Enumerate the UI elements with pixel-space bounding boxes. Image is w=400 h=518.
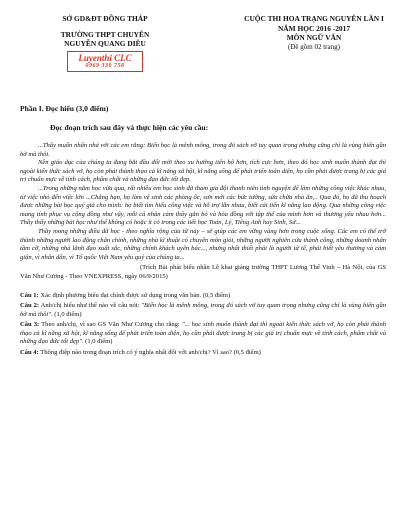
- question-text: Xác định phương biểu đạt chính được sử dụng trong văn bản. (0,5 điểm): [38, 291, 231, 299]
- stamp-phone: 0969 330 758: [85, 62, 125, 69]
- question-label: Câu 4:: [20, 349, 39, 357]
- question-quote: "... học sinh muốn thành đạt thì ngoài kiến thức sách vở, họ còn phải thành thạo cả kĩ năng xã hội, kĩ năng sống để phát triển toàn diện, họ cần phải được trang bị các giá trị chuẩn mực về tính cách, phẩm chất và những đạo đức tốt đẹp": [20, 321, 386, 346]
- reading-instruction: Đọc đoạn trích sau đây và thực hiện các yêu cầu:: [50, 123, 209, 132]
- question-list: [20, 292, 386, 358]
- question-text: Anh/chị hiểu như thế nào về câu nói:: [39, 302, 142, 310]
- contest-title: CUỘC THI HOA TRẠNG NGUYÊN LẦN I: [244, 14, 384, 23]
- watermark-stamp: [67, 51, 143, 72]
- part-title: Phần I. Đọc hiểu (3,0 điểm): [20, 104, 109, 113]
- question-text: Thông điệp nào trong đoạn trích có ý nghĩa nhất đối với anh/chị? Vì sao? (0,5 điểm): [38, 349, 261, 357]
- school-name-line2: NGUYỄN QUANG DIÊU: [64, 39, 146, 48]
- department-name: SỞ GD&ĐT ĐỒNG THÁP: [62, 14, 148, 23]
- question-label: Câu 1:: [20, 291, 39, 299]
- subject-name: MÔN NGỮ VĂN: [286, 33, 342, 42]
- exam-header: [20, 14, 386, 88]
- school-year: NĂM HỌC 2016 -2017: [277, 23, 351, 33]
- question-quote: "Biển học là mênh mông, trong đó sách vở tuy quan trọng nhưng cũng chỉ là vùng biển gần bờ mà thôi": [20, 302, 387, 318]
- question-4: [20, 349, 386, 358]
- question-points: . (1,0 điểm): [81, 338, 113, 346]
- question-label: Câu 2:: [20, 302, 40, 310]
- question-points: . (1,0 điểm): [50, 310, 82, 318]
- passage-paragraph: Nền giáo dục của chúng ta đang bắt đầu đổi mới theo xu hướng tiến bộ hơn, tích cực hơn, theo đó học sinh muốn thành đạt thì ngoài kiến thức sách vở, họ còn phải thành thạo cả kĩ năng xã hội, kĩ năng sống để phát triển toàn diện, họ cần phải được trang bị các giá trị chuẩn mực về tính cách, phẩm chất và những đạo đức tốt đẹp.: [20, 159, 386, 184]
- passage-paragraph: Thầy mong những điều đã học - theo nghĩa rộng của từ này – sẽ giúp các em vững vàng hơn trong cuộc sống. Các em có thể trở thành những người lao động chân chính, những nhà kĩ thuật có chuyên môn giỏi, những người nghiên cứu thành công, những doanh nhân tầm cỡ, những nhà lãnh đạo xuất sắc, những chính khách uyên bác..., nhưng nhất thiết phải là người tử tế, phải biết yêu thương và cảm giận, vì nhân dân, vì Tổ quốc Việt Nam yêu quý của chúng ta...: [20, 227, 386, 261]
- passage-paragraph: ...Trong những năm học vừa qua, rất nhiều em học sinh đã tham gia đội thanh niên tình nguyện để làm những công việc khác nhau, từ việc nhỏ đến việc lớn ...Chẳng hạn, họ làm vệ sinh các phòng ốc, sơn mới các bức tường, sửa chữa nhà ăn,.. Qua đó, họ đã thu hoạch được những bài học quý giá cho mình: họ biết tìm hiểu công việc và hỗ trợ lẫn nhau, biết cái tiến kĩ năng lao động. Qua những công việc mang tính phục vụ cộng đồng như vậy, mỗi cá nhân cảm thấy gắn bó và hòa đồng với tập thể của mình hơn và thương yêu nhau hơn... Thầy thấy những bài học như thế không có hoặc ít có trong các tiết học Toán, Lý, Tiếng Anh hay Sinh, Sử...: [20, 184, 386, 227]
- question-label: Câu 3:: [20, 321, 40, 329]
- question-2: [20, 302, 386, 319]
- question-1: [20, 292, 386, 301]
- passage-source: (Trích Bài phát biểu nhân Lễ khai giảng trường THPT Lương Thế Vinh – Hà Nội, của GS Văn Như Cương - Theo VNEXPRESS, ngày 06/9/2015): [20, 264, 386, 280]
- reading-passage: [20, 142, 386, 282]
- question-text: Theo anh/chị, vì sao GS Văn Như Cương cho rằng:: [39, 321, 182, 329]
- school-block: [20, 14, 190, 72]
- page-count-note: (Đề gồm 02 trang): [288, 42, 340, 51]
- stamp-title: Luyenthi CLC: [78, 52, 132, 63]
- question-3: [20, 321, 386, 347]
- contest-block: [216, 14, 400, 52]
- passage-paragraph: ...Thầy muốn nhấn nhá với các em rằng: Biển học là mênh mông, trong đó sách vở tuy quan trọng nhưng cũng chỉ là vùng biển gần bờ mà thôi.: [20, 142, 386, 158]
- school-name-line1: TRƯỜNG THPT CHUYÊN: [60, 29, 150, 39]
